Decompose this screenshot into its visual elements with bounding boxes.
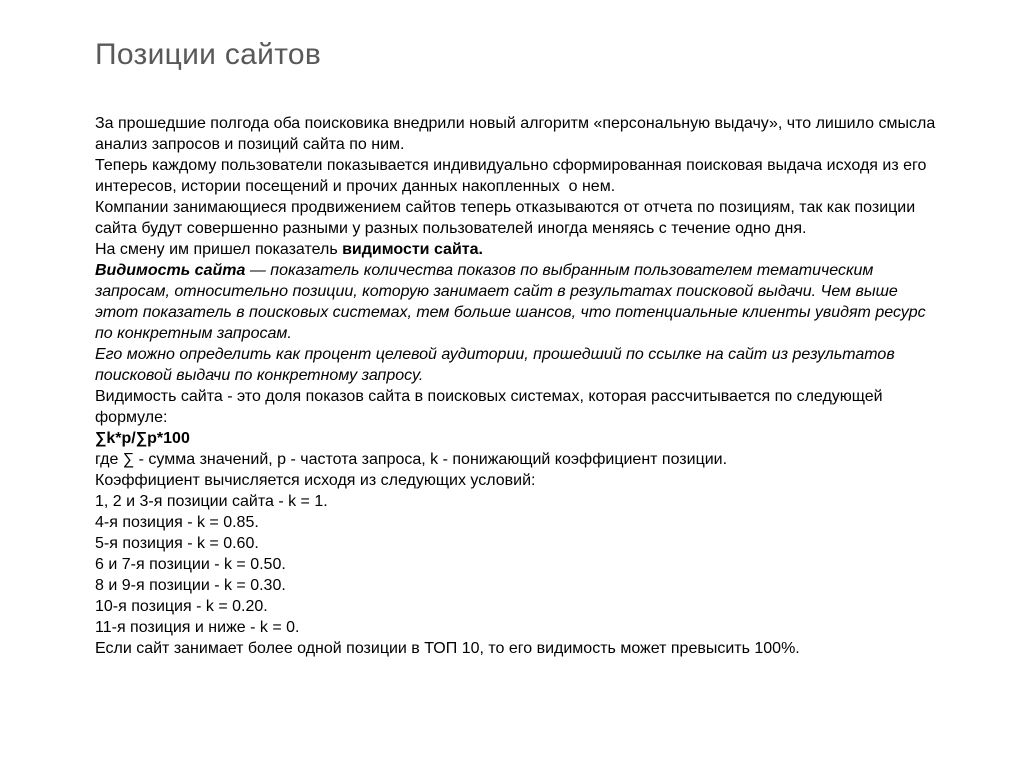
- text-run: — показатель количества показов по выбранным пользователем тематическим запросам, относительно позиции, которую занимает сайт в результатах поисковой выдачи. Чем выше этот показатель в поисковых системах, тем больше шансов, что потенциальные клиенты увидят ресурс по конкретным запросам.: [95, 262, 931, 342]
- text-run: Видимость сайта - это доля показов сайта в поисковых системах, которая рассчитывается по следующей формуле:: [95, 388, 888, 426]
- paragraph: [95, 554, 943, 575]
- text-run: Коэффициент вычисляется исходя из следующих условий:: [95, 472, 536, 489]
- paragraph: [95, 533, 943, 554]
- paragraph: [95, 239, 943, 260]
- paragraph: [95, 155, 943, 197]
- paragraph: [95, 638, 943, 659]
- paragraph: [95, 470, 943, 491]
- text-run: Если сайт занимает более одной позиции в ТОП 10, то его видимость может превысить 100%.: [95, 640, 800, 657]
- paragraph: [95, 575, 943, 596]
- text-run: Теперь каждому пользователи показывается индивидуально сформированная поисковая выдача исходя из его интересов, истории посещений и прочих данных накопленных о нем.: [95, 157, 931, 195]
- paragraph: [95, 512, 943, 533]
- text-run: 1, 2 и 3-я позиции сайта - k = 1.: [95, 493, 328, 510]
- text-run: видимости сайта.: [342, 241, 483, 258]
- text-run: 10-я позиция - k = 0.20.: [95, 598, 268, 615]
- text-run: 8 и 9-я позиции - k = 0.30.: [95, 577, 286, 594]
- paragraph: [95, 428, 943, 449]
- paragraph: [95, 113, 943, 155]
- body-text: [95, 113, 943, 659]
- text-run: Видимость сайта: [95, 262, 246, 279]
- text-run: 11-я позиция и ниже - k = 0.: [95, 619, 300, 636]
- paragraph: [95, 344, 943, 386]
- paragraph: [95, 596, 943, 617]
- paragraph: [95, 197, 943, 239]
- paragraph: [95, 386, 943, 428]
- text-run: Его можно определить как процент целевой аудитории, прошедший по ссылке на сайт из результатов поисковой выдачи по конкретному запросу.: [95, 346, 900, 384]
- text-run: ∑k*p/∑p*100: [95, 430, 190, 447]
- paragraph: [95, 260, 943, 344]
- text-run: 6 и 7-я позиции - k = 0.50.: [95, 556, 286, 573]
- text-run: где ∑ - сумма значений, p - частота запроса, k - понижающий коэффициент позиции.: [95, 451, 728, 468]
- text-run: Компании занимающиеся продвижением сайтов теперь отказываются от отчета по позициям, так как позиции сайта будут совершенно разными у разных пользователей иногда меняясь с течение одно дня.: [95, 199, 920, 237]
- text-run: На смену им пришел показатель: [95, 241, 343, 258]
- text-run: За прошедшие полгода оба поисковика внедрили новый алгоритм «персональную выдачу», что лишило смысла анализ запросов и позиций сайта по ним.: [95, 115, 940, 153]
- text-run: 4-я позиция - k = 0.85.: [95, 514, 259, 531]
- page-title: Позиции сайтов: [95, 38, 322, 71]
- text-run: 5-я позиция - k = 0.60.: [95, 535, 259, 552]
- paragraph: [95, 491, 943, 512]
- paragraph: [95, 449, 943, 470]
- paragraph: [95, 617, 943, 638]
